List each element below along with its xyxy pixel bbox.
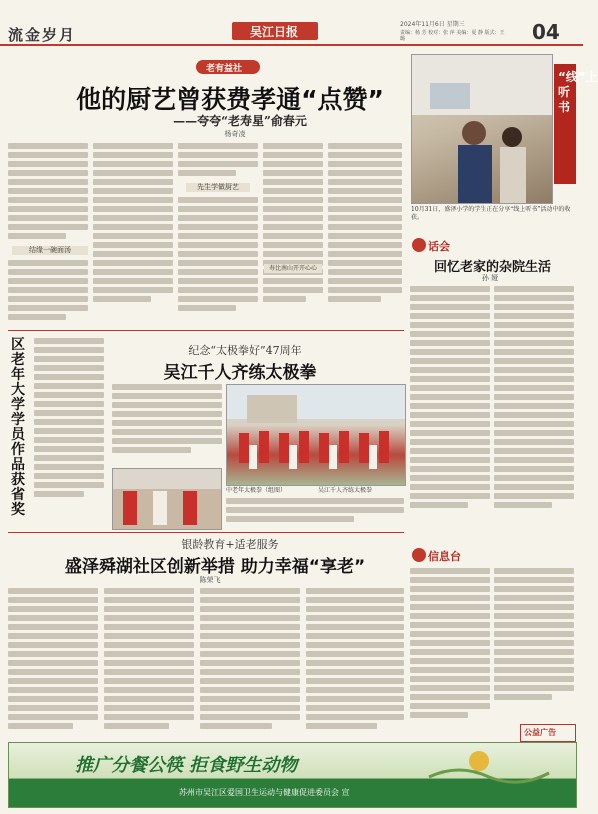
home-article-author: 孙 娅: [481, 274, 499, 282]
community-col-1: [8, 588, 98, 738]
taichi-small-photo-illustration: [113, 469, 221, 529]
article-subtitle: ——夸夸“老寿星”俞春元: [173, 114, 307, 128]
taichi-photo-1: [226, 384, 406, 486]
home-article-title: 回忆老家的杂院生活: [433, 260, 551, 275]
article-body-col-1: [8, 143, 88, 243]
header-date: 2024年11月6日 星期三: [400, 21, 465, 28]
side-photo-vertical-title-text: “线”上听书: [558, 70, 598, 114]
community-col-4: [306, 588, 404, 738]
article-body-col-4: [263, 143, 323, 323]
article-headline: 他的厨艺曾获费孝通“点赞”: [76, 85, 384, 114]
article-body-col-3b: [178, 197, 258, 323]
info-col-2: [494, 568, 574, 718]
info-tag: 信息台: [428, 550, 461, 563]
article-body-col-3: [178, 143, 258, 179]
taichi-kicker: 纪念“太极拳好”47周年: [188, 344, 302, 357]
home-article-col-2: [494, 286, 574, 526]
taichi-caption-lines: [226, 498, 404, 528]
community-author: 陈荣飞: [199, 576, 221, 584]
left-vertical-title: [8, 337, 30, 518]
psa-stamp-text: 公益广告: [524, 728, 556, 737]
header-staff: 责编：杨 芳 校对：张 萍 美编：夏 静 版式：王 璐: [400, 30, 505, 42]
left-short-article: [34, 338, 104, 508]
taichi-body: [112, 384, 222, 464]
community-kicker: 银龄教育+适老服务: [181, 538, 279, 551]
subheading-1: 结缘一碗面汤: [12, 246, 88, 255]
divider-2: [8, 532, 404, 533]
subheading-3: 寿比南山开开心心: [264, 264, 322, 273]
masthead-logo: [232, 22, 318, 40]
article-author: 杨奇凌: [224, 130, 246, 138]
side-photo-vertical-title: [554, 64, 598, 184]
section-divider: [8, 330, 404, 331]
article-body-col-5: [328, 143, 402, 323]
taichi-caption-2: 吴江千人齐练太极拳: [318, 487, 373, 494]
community-headline: 盛泽舜湖社区创新举措 助力幸福“享老”: [64, 557, 366, 577]
psa-banner-sponsor: 苏州市吴江区爱国卫生运动与健康促进委员会 宣: [179, 788, 350, 797]
psa-stamp: [520, 724, 576, 742]
article-body-col-2: [93, 143, 173, 323]
section-name: 流金岁月: [8, 26, 77, 44]
home-article-tag-icon: [412, 238, 426, 252]
community-col-3: [200, 588, 300, 738]
psa-banner: [8, 742, 577, 808]
photo-illustration: [412, 55, 552, 203]
page-number: 04: [532, 20, 560, 44]
home-article-tag: 话会: [428, 240, 450, 253]
column-tag-logo: [196, 60, 260, 74]
taichi-photo-2: [112, 468, 222, 530]
masthead-logo-text: 吴江日报: [250, 25, 299, 39]
taichi-crowd-illustration: [227, 385, 405, 485]
info-col-1: [410, 568, 490, 738]
side-photo: [411, 54, 553, 204]
subheading-2: 先生学做厨艺: [186, 183, 250, 192]
column-tag-text: 老有益社: [206, 64, 243, 74]
left-vertical-title-text: 区老年大学学员作品获省奖: [11, 337, 25, 518]
psa-banner-title: 推广分餐公筷 拒食野生动物: [75, 755, 298, 776]
community-col-2: [104, 588, 194, 738]
taichi-caption-1: 中老年太极拳（组图）: [226, 487, 287, 494]
header-rule: [0, 44, 583, 46]
article-body-col-1b: [8, 260, 88, 324]
home-article-col-1: [410, 286, 490, 526]
taichi-headline: 吴江千人齐练太极拳: [163, 363, 317, 383]
side-photo-caption: 10月31日，盛泽小学的学生正在分享“线上听书”活动中的收获。: [411, 206, 571, 221]
info-tag-icon: [412, 548, 426, 562]
